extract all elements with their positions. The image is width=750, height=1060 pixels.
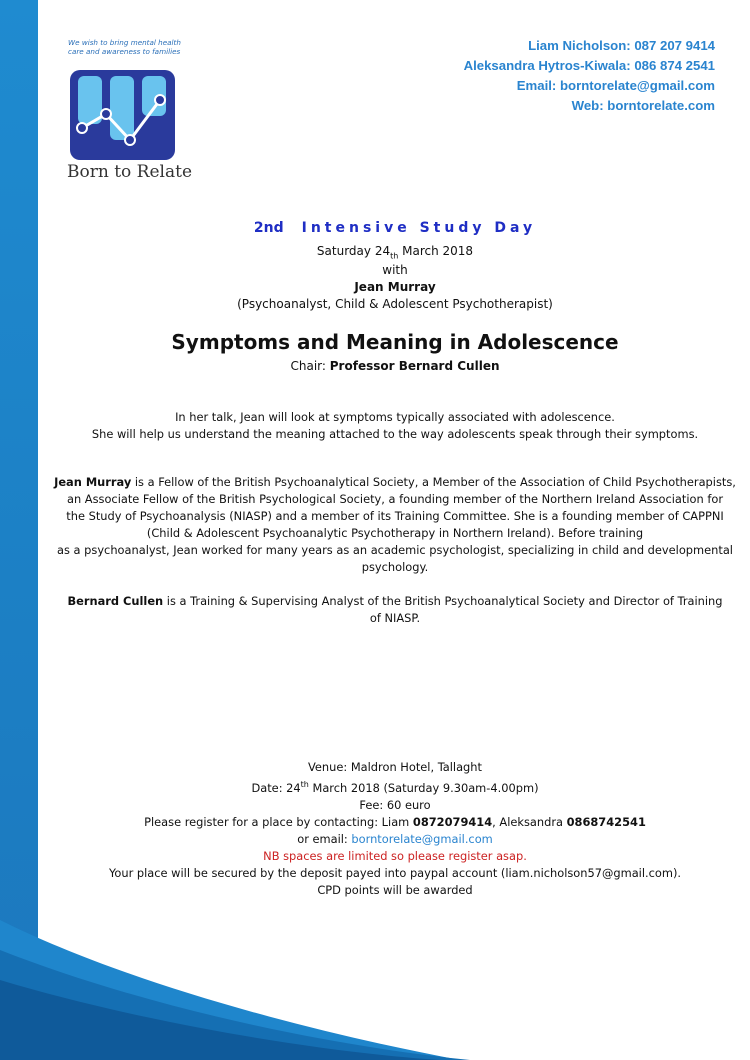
jean-bio — [40, 474, 750, 576]
event-details — [40, 759, 750, 899]
jean-bio-line: psychology. — [361, 560, 429, 574]
details-date-sup: th — [300, 780, 309, 789]
jean-bio-line: the Study of Psychoanalysis (NIASP) and a member of its Training Committee. She is a founding member of CAPPNI — [66, 509, 724, 523]
email-link[interactable]: borntorelate@gmail.com — [351, 831, 493, 846]
jean-bio-text: is a Fellow of the British Psychoanalytical Society, a Member of the Association of Child Psychotherapists, — [131, 475, 736, 489]
aleksandra-phone: 0868742541 — [566, 814, 646, 829]
details-date — [40, 776, 750, 797]
jean-bio-line — [40, 474, 750, 491]
chair-name: Professor Bernard Cullen — [329, 359, 500, 373]
deposit-note: Your place will be secured by the deposit payed into paypal account (liam.nicholson57@gmail.com). — [108, 865, 682, 880]
speaker-name: Jean Murray — [354, 280, 436, 294]
email-label: or email: — [297, 831, 352, 846]
event-title — [40, 220, 750, 236]
chair-line — [40, 358, 750, 375]
contact-block — [464, 36, 715, 116]
register-pre: Please register for a place by contacting: Liam — [144, 814, 413, 829]
fee: Fee: 60 euro — [359, 797, 431, 812]
bernard-bio-line — [40, 593, 750, 610]
liam-phone: 0872079414 — [412, 814, 493, 829]
born-to-relate-logo — [70, 70, 175, 160]
talk-title: Symptoms and Meaning in Adolescence — [171, 330, 619, 354]
bernard-bio-name: Bernard Cullen — [67, 594, 164, 608]
email-line — [40, 831, 750, 848]
cpd-note: CPD points will be awarded — [317, 882, 473, 897]
contact-aleksandra: Aleksandra Hytros-Kiwala: 086 874 2541 — [463, 58, 715, 73]
register-mid: , Aleksandra — [492, 814, 567, 829]
bernard-bio-text: is a Training & Supervising Analyst of the British Psychoanalytical Society and Director of Training — [163, 594, 723, 608]
bernard-bio — [40, 593, 750, 627]
event-date-suffix: th — [390, 251, 399, 261]
venue: Venue: Maldron Hotel, Tallaght — [308, 760, 482, 774]
contact-web[interactable]: Web: borntorelate.com — [571, 98, 715, 113]
tagline — [68, 38, 198, 56]
brand-name: Born to Relate — [67, 162, 193, 182]
contact-email[interactable]: Email: borntorelate@gmail.com — [516, 78, 715, 93]
bernard-bio-line: of NIASP. — [369, 611, 421, 625]
with-label: with — [382, 263, 408, 277]
jean-bio-name: Jean Murray — [54, 475, 132, 489]
event-date-post: March 2018 — [398, 244, 474, 258]
chair-label: Chair: — [290, 359, 330, 373]
tagline-line: care and awareness to families — [68, 47, 181, 56]
jean-bio-line: as a psychoanalyst, Jean worked for many years as an academic psychologist, specializing in child and developmental — [57, 543, 733, 557]
details-date-pre: Date: 24 — [251, 780, 301, 795]
event-date-pre: Saturday 24 — [316, 244, 391, 258]
register-line — [40, 814, 750, 831]
intro-line-1: In her talk, Jean will look at symptoms typically associated with adolescence. — [175, 410, 615, 424]
contact-liam: Liam Nicholson: 087 207 9414 — [528, 38, 715, 53]
bottom-wave-decoration — [0, 920, 750, 1060]
limited-spaces-notice: NB spaces are limited so please register asap. — [263, 848, 527, 863]
intro-line-2: She will help us understand the meaning attached to the way adolescents speak through their symptoms. — [91, 427, 699, 441]
event-title-text: Intensive Study Day — [301, 220, 537, 236]
details-date-post: March 2018 (Saturday 9.30am-4.00pm) — [308, 780, 539, 795]
tagline-line: We wish to bring mental health — [68, 38, 181, 47]
speaker-role: (Psychoanalyst, Child & Adolescent Psychotherapist) — [237, 297, 553, 311]
jean-bio-line: (Child & Adolescent Psychoanalytic Psychotherapy in Northern Ireland). Before training — [146, 526, 644, 540]
jean-bio-line: an Associate Fellow of the British Psychological Society, a founding member of the Northern Ireland Association for — [66, 492, 724, 506]
event-title-ordinal: 2nd — [253, 220, 284, 236]
left-decorative-band — [0, 0, 38, 1060]
